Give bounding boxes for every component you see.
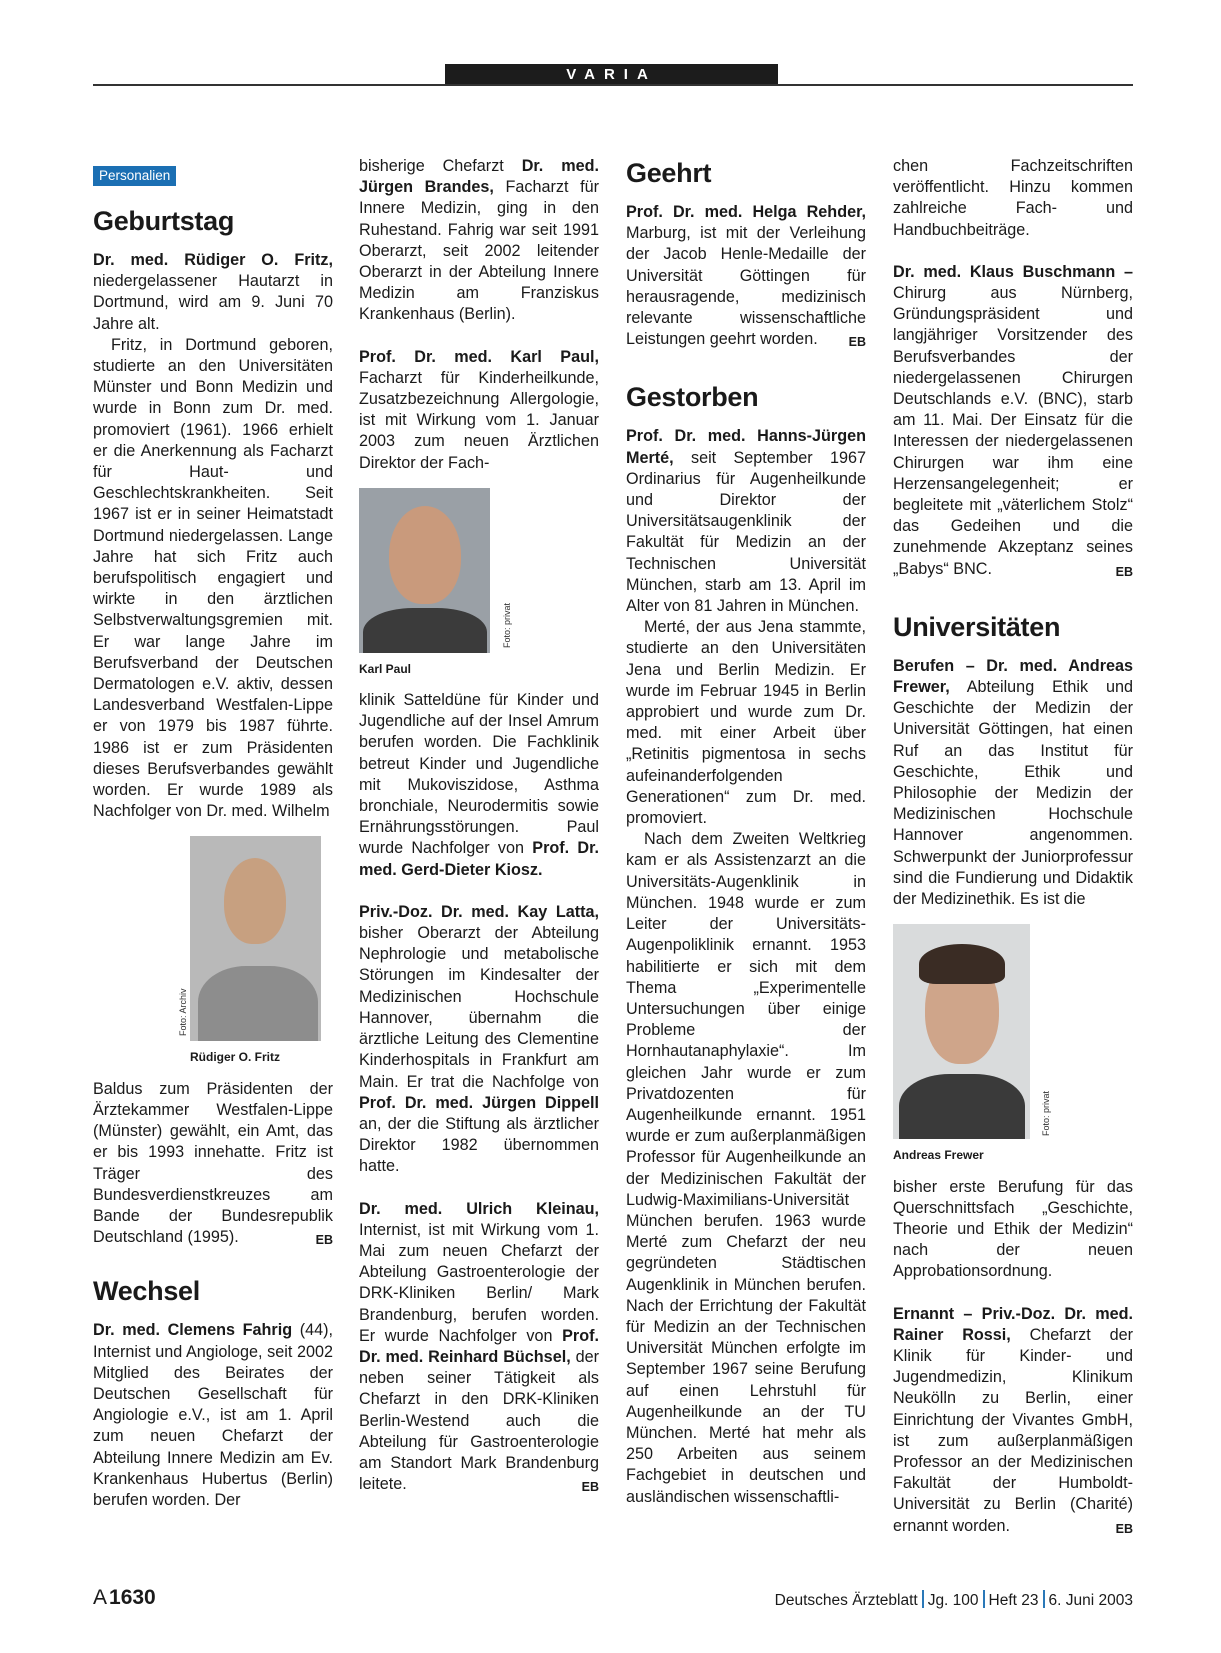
portrait-photo-frewer [893, 924, 1030, 1139]
heading-wechsel: Wechsel [93, 1276, 200, 1307]
paragraph: bisherige Chefarzt Dr. med. Jürgen Brandes, Facharzt für Innere Medizin, ging in den Ruhestand. Fahrig war seit 1991 Oberarzt, seit 2002 leitender Oberarzt in der Abteilung Innere Medizin am Franziskus Krankenhaus (Berlin). [359, 157, 599, 324]
heading-universitaeten: Universitäten [893, 611, 1061, 642]
photo-caption: Karl Paul [359, 661, 412, 676]
paragraph: klinik Satteldüne für Kinder und Jugendliche auf der Insel Amrum berufen worden. Die Fachklinik betreut Kinder und Jugendliche mit Mukoviszidose, Asthma bronchiale, Neurodermitis sowie Ernährungsstörungen. Paul wurde Nachfolger von Prof. Dr. med. Gerd-Dieter Kiosz. [359, 691, 599, 879]
person-name: Dr. med. Klaus Buschmann – [893, 262, 1133, 281]
person-name: Prof. Dr. med. Gerd-Dieter Kiosz. [359, 839, 599, 879]
portrait-photo-fritz [190, 836, 321, 1041]
photo-block-fritz [93, 836, 333, 1068]
paragraph: bisher erste Berufung für das Querschnittsfach „Geschichte, Theorie und Ethik der Medizin“ nach der neuen Approbationsordnung. [893, 1177, 1133, 1281]
paragraph: Baldus zum Präsidenten der Ärztekammer Westfalen-Lippe (Münster) gewählt, ein Amt, das er bis 1993 innehatte. Fritz ist Träger des Bundesverdienstkreuzes am Bande der Bundesrepublik Deutschland (1995). EB [93, 1079, 333, 1249]
author-initials: EB [581, 1480, 599, 1495]
photo-credit: Foto: privat [502, 602, 512, 648]
paragraph: Fritz, in Dortmund geboren, studierte an den Universitäten Münster und Bonn Medizin und wurde in Bonn zum Dr. med. promoviert (1961). 1966 erhielt er die Anerkennung als Facharzt für Haut- und Geschlechtskrankheiten. Seit 1967 ist er in seiner Heimatstadt Dortmund niedergelassen. Lange Jahre hat sich Fritz auch berufspolitisch engagiert und wirkte in den ärztlichen Selbstverwaltungsgremien mit. Er war lange Jahre im Berufsverband der Deutschen Dermatologen e.V. aktiv, dessen Landesverband Westfalen-Lippe er von 1979 bis 1987 führte. 1986 ist er zum Präsidenten dieses Berufsverbandes gewählt worden. Er wurde 1989 als Nachfolger von Dr. med. Wilhelm [93, 335, 333, 821]
journal-issue: Heft 23 [988, 1592, 1039, 1609]
journal-date: 6. Juni 2003 [1048, 1592, 1133, 1609]
entry-fahrig: Dr. med. Clemens Fahrig (44), Internist und Angiologe, seit 2002 Mitglied des Beirates der Deutschen Gesellschaft für Angiologie e.V., ist am 1. April zum neuen Chefarzt der Abteilung Innere Medizin am Ev. Krankenhaus Hubertus (Berlin) berufen worden. Der [93, 1321, 333, 1509]
column-1 [93, 162, 333, 1511]
photo-credit: Foto: Archiv [178, 988, 188, 1037]
author-initials: EB [848, 335, 866, 350]
heading-geburtstag: Geburtstag [93, 206, 235, 236]
photo-block-paul [359, 488, 599, 680]
person-name: Prof. Dr. med. Helga Rehder, [626, 203, 866, 221]
page-number: A1630 [93, 1586, 156, 1609]
entry-frewer: Berufen – Dr. med. Andreas Frewer, Abteilung Ethik und Geschichte der Medizin der Universität Göttingen, hat einen Ruf an das Institut für Geschichte, Ethik und Philosophie der Medizin der Medizinischen Hochschule Hannover angenommen. Schwerpunkt der Juniorprofessur sind die Fundierung und Didaktik der Medizinethik. Es ist die [893, 656, 1133, 909]
paragraph: Nach dem Zweiten Weltkrieg kam er als Assistenzarzt an die Universitäts-Augenklinik in München. 1948 wurde er zum Leiter der Universitäts-Augenpoliklinik ernannt. 1953 habilitierte er sich mit dem Thema „Experimentelle Untersuchungen über einige Probleme der Hornhautanaphylaxie“. Im gleichen Jahr wurde er zum Privatdozenten für Augenheilkunde ernannt. 1951 wurde er zum außerplanmäßigen Professor für Augenheilkunde an der Medizinischen Fakultät der Ludwig-Maximilians-Universität München berufen. 1963 wurde Merté zum Chefarzt der neu gegründeten Städtischen Augenklinik in München berufen. Nach der Errichtung der Fakultät für Medizin an der Technischen Universität München erfolgte im September 1967 seine Berufung auf einen Lehrstuhl für Augenheilkunde an der TU München. Merté hat mehr als 250 Arbeiten aus seinem Fachgebiet in deutschen und ausländischen wissenschaftli- [626, 830, 866, 1506]
section-header: VARIA [445, 64, 778, 85]
photo-credit: Foto: privat [1041, 1091, 1051, 1137]
journal-reference [775, 1590, 1133, 1610]
column-3 [626, 150, 866, 1508]
person-name: Ernannt – Priv.-Doz. Dr. med. Rainer Rossi, [893, 1304, 1133, 1344]
author-initials: EB [315, 1233, 333, 1248]
person-name: Prof. Dr. med. Karl Paul, [359, 347, 599, 366]
person-name: Prof. Dr. med. Reinhard Büchsel, [359, 1326, 599, 1366]
journal-volume: Jg. 100 [927, 1592, 979, 1609]
photo-block-frewer [893, 924, 1133, 1166]
header-rule [93, 84, 1133, 86]
entry-fritz: Dr. med. Rüdiger O. Fritz, niedergelassener Hautarzt in Dortmund, wird am 9. Juni 70 Jahre alt. [93, 251, 333, 333]
author-initials: EB [1115, 564, 1133, 579]
person-name: Dr. med. Clemens Fahrig [93, 1321, 293, 1340]
paragraph: chen Fachzeitschriften veröffentlicht. Hinzu kommen zahlreiche Fach- und Handbuchbeiträge. [893, 157, 1133, 239]
entry-paul: Prof. Dr. med. Karl Paul, Facharzt für Kinderheilkunde, Zusatzbezeichnung Allergologie, ist mit Wirkung vom 1. Januar 2003 zum neuen Ärztlichen Direktor der Fach- [359, 347, 599, 472]
entry-rehder: Prof. Dr. med. Helga Rehder, Marburg, ist mit der Verleihung der Jacob Henle-Medaille der Universität Göttingen für herausragende, medizinisch relevante wissenschaftliche Leistungen geehrt worden. EB [626, 202, 866, 350]
person-name: Prof. Dr. med. Hanns-Jürgen Merté, [626, 427, 866, 467]
portrait-photo-paul [359, 488, 490, 653]
paragraph: Merté, der aus Jena stammte, studierte an den Universitäten Jena und Berlin Medizin. Er wurde im Februar 1945 in Berlin approbiert und wurde zum Dr. med. mit einer Arbeit über „Retinitis pigmentosa in sechs aufeinanderfolgenden Generationen“ zum Dr. med. promoviert. [626, 618, 866, 828]
section-tag: Personalien [93, 166, 176, 186]
person-name: Priv.-Doz. Dr. med. Kay Latta, [359, 902, 599, 921]
author-initials: EB [1115, 1521, 1133, 1536]
entry-rossi: Ernannt – Priv.-Doz. Dr. med. Rainer Rossi, Chefarzt der Klinik für Kinder- und Jugendmedizin, Klinikum Neukölln zu Berlin, einer Einrichtung der Vivantes GmbH, ist zum außerplanmäßigen Professor an der Medizinischen Fakultät der Humboldt-Universität zu Berlin (Charité) ernannt worden. EB [893, 1304, 1133, 1537]
photo-caption: Andreas Frewer [893, 1148, 984, 1163]
entry-kleinau: Dr. med. Ulrich Kleinau, Internist, ist mit Wirkung vom 1. Mai zum neuen Chefarzt der Abteilung Gastroenterologie der DRK-Kliniken Berlin/ Mark Brandenburg, berufen worden. Er wurde Nachfolger von Prof. Dr. med. Reinhard Büchsel, der neben seiner Tätigkeit als Chefarzt in den DRK-Kliniken Berlin-Westend auch die Abteilung für Gastroenterologie am Standort Mark Brandenburg leitete. EB [359, 1199, 599, 1496]
person-name: Prof. Dr. med. Jürgen Dippell [359, 1093, 599, 1112]
person-name: Dr. med. Jürgen Brandes, [359, 157, 599, 197]
person-name: Berufen – Dr. med. Andreas Frewer, [893, 656, 1133, 697]
entry-buschmann: Dr. med. Klaus Buschmann – Chirurg aus Nürnberg, Gründungspräsident und langjähriger Vorsitzender des Berufsverbandes der niedergelassenen Chirurgen Deutschlands e.V. (BNC), starb am 11. Mai. Der Einsatz für die Interessen der niedergelassenen Chirurgen war ihm eine Herzensangelegenheit; er begleitete mit „väterlichem Stolz“ das Gedeihen und die zunehmende Akzeptanz seines „Babys“ BNC. EB [893, 262, 1133, 580]
entry-merte: Prof. Dr. med. Hanns-Jürgen Merté, seit September 1967 Ordinarius für Augenheilkunde und Direktor der Universitätsaugenklinik der Fakultät für Medizin an der Technischen Universität München, starb am 13. April im Alter von 81 Jahren in München. [626, 427, 866, 616]
photo-caption: Rüdiger O. Fritz [190, 1050, 280, 1065]
person-name: Dr. med. Rüdiger O. Fritz, [93, 251, 333, 269]
entry-latta: Priv.-Doz. Dr. med. Kay Latta, bisher Oberarzt der Abteilung Nephrologie und metabolische Störungen im Kindesalter der Medizinischen Hochschule Hannover, übernahm die ärztliche Leitung des Clementine Kinderhospitals in Frankfurt am Main. Er trat die Nachfolge von Prof. Dr. med. Jürgen Dippell an, der die Stiftung als ärztlicher Direktor 1982 übernommen hatte. [359, 902, 599, 1176]
heading-geehrt: Geehrt [626, 158, 712, 188]
heading-gestorben: Gestorben [626, 382, 759, 413]
journal-name: Deutsches Ärzteblatt [774, 1592, 918, 1609]
column-4 [893, 156, 1133, 1540]
column-2 [359, 156, 599, 1498]
person-name: Dr. med. Ulrich Kleinau, [359, 1199, 599, 1218]
